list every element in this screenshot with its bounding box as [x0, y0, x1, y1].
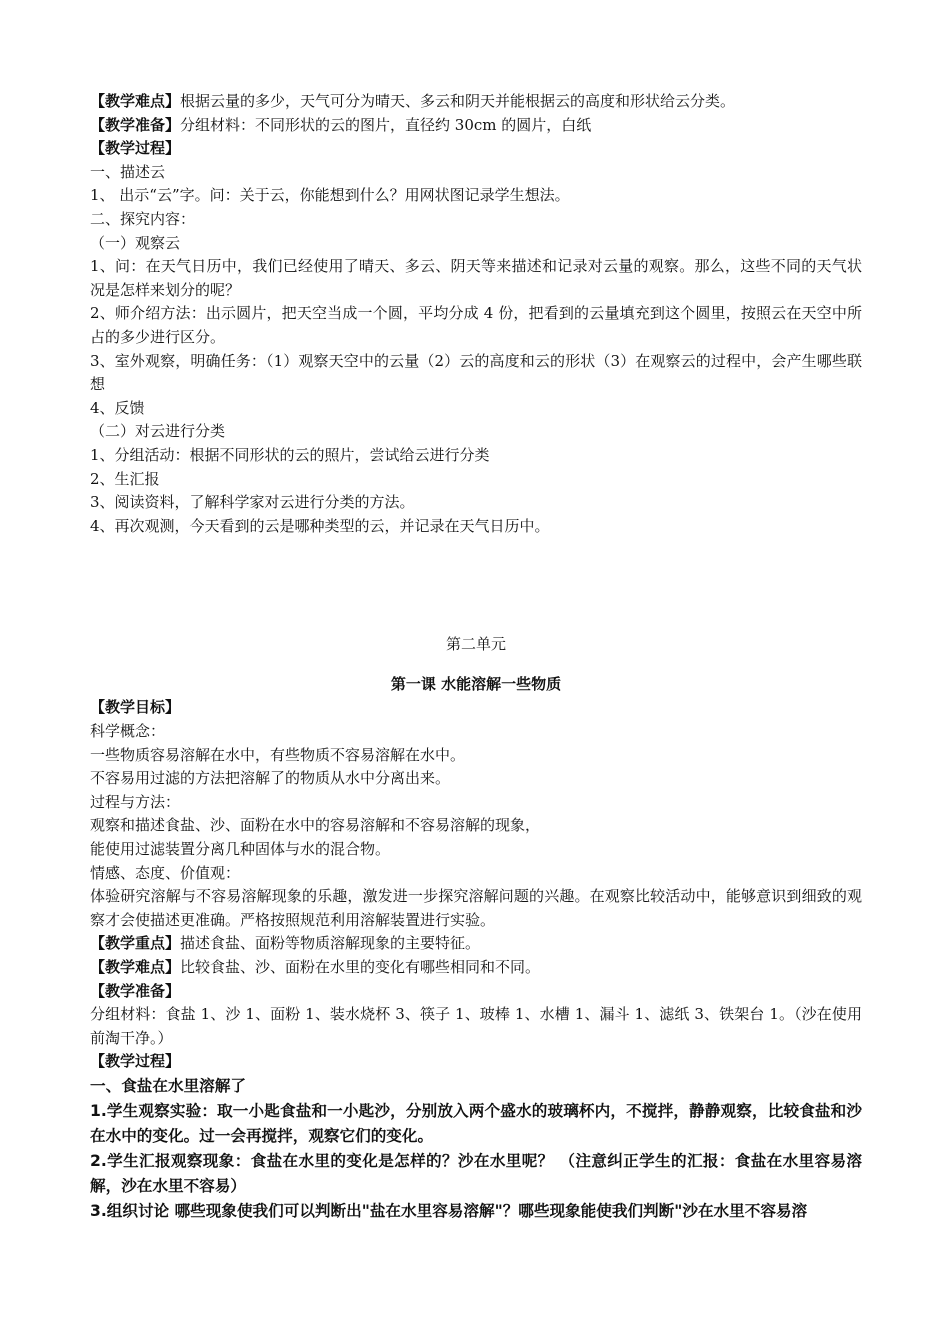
text-line: 科学概念： [90, 722, 166, 741]
process-heading: 一、食盐在水里溶解了 [90, 1076, 246, 1095]
difficulty-text: 根据云量的多少，天气可分为晴天、多云和阴天并能根据云的高度和形状给云分类。 [180, 92, 736, 110]
prep-text: 分组材料：不同形状的云的图片，直径约 30cm 的圆片，白纸 [180, 115, 592, 134]
text-line: 一些物质容易溶解在水中，有些物质不容易溶解在水中。 [90, 745, 466, 764]
text-line: 情感、态度、价值观： [90, 863, 241, 882]
subsection-heading: （一）观察云 [90, 233, 181, 252]
text-line: 能使用过滤装置分离几种固体与水的混合物。 [90, 840, 391, 859]
difficulty-line [90, 90, 862, 114]
key-point-label: 【教学重点】 [90, 934, 181, 953]
paragraph: 2.学生汇报观察现象：食盐在水里的变化是怎样的？沙在水里呢？ （注意纠正学生的汇报：食盐在水里容易溶解，沙在水里不容易） [90, 1151, 862, 1195]
text-line: 1、 出示“云”字。问：关于云，你能想到什么？用网状图记录学生想法。 [90, 186, 570, 205]
text-line: 过程与方法： [90, 792, 181, 811]
difficulty-line [90, 956, 862, 980]
lesson-title: 第一课 水能溶解一些物质 [390, 674, 562, 693]
document-page [90, 90, 862, 1224]
text-line: 2、生汇报 [90, 469, 160, 488]
paragraph: 分组材料：食盐 1、沙 1、面粉 1、装水烧杯 3、筷子 1、玻棒 1、水槽 1、漏斗 1、滤纸 3、铁架台 1。（沙在使用前淘干净。） [90, 1005, 862, 1047]
unit-title: 第二单元 [445, 635, 506, 654]
key-point-text: 描述食盐、面粉等物质溶解现象的主要特征。 [180, 934, 481, 953]
text-line: 4、再次观测，今天看到的云是哪种类型的云，并记录在天气日历中。 [90, 516, 550, 535]
subsection-heading: （二）对云进行分类 [90, 422, 226, 441]
paragraph: 3、室外观察，明确任务：（1）观察天空中的云量（2）云的高度和云的形状（3）在观察云的过程中，会产生哪些联想 [90, 351, 862, 394]
key-point-line [90, 932, 862, 956]
difficulty-text: 比较食盐、沙、面粉在水里的变化有哪些相同和不同。 [180, 958, 541, 976]
text-line: 观察和描述食盐、沙、面粉在水中的容易溶解和不容易溶解的现象， [90, 816, 541, 835]
text-line: 3、阅读资料，了解科学家对云进行分类的方法。 [90, 493, 415, 512]
process-label: 【教学过程】 [90, 1052, 181, 1071]
difficulty-label: 【教学难点】 [90, 958, 181, 976]
paragraph: 1、问：在天气日历中，我们已经使用了晴天、多云、阴天等来描述和记录对云量的观察。那么，这些不同的天气状况是怎样来划分的呢？ [90, 257, 862, 299]
prep-line [90, 114, 862, 138]
text-line: 1、分组活动：根据不同形状的云的照片，尝试给云进行分类 [90, 445, 490, 464]
section-heading: 一、描述云 [90, 162, 166, 181]
paragraph: 2、师介绍方法：出示圆片，把天空当成一个圆，平均分成 4 份，把看到的云量填充到这个圆里，按照云在天空中所占的多少进行区分。 [90, 304, 862, 346]
prep-label: 【教学准备】 [90, 115, 181, 134]
difficulty-label: 【教学难点】 [90, 92, 181, 110]
text-line: 4、反馈 [90, 398, 145, 417]
process-label: 【教学过程】 [90, 139, 181, 158]
text-line: 不容易用过滤的方法把溶解了的物质从水中分离出来。 [90, 769, 451, 788]
goal-label: 【教学目标】 [90, 698, 181, 717]
paragraph: 体验研究溶解与不容易溶解现象的乐趣，激发进一步探究溶解问题的兴趣。在观察比较活动中，能够意识到细致的观察才会使描述更准确。严格按照规范利用溶解装置进行实验。 [90, 887, 862, 929]
paragraph: 1.学生观察实验：取一小匙食盐和一小匙沙，分别放入两个盛水的玻璃杯内，不搅拌，静静观察，比较食盐和沙在水中的变化。过一会再搅拌，观察它们的变化。 [90, 1101, 862, 1145]
prep-label: 【教学准备】 [90, 981, 181, 1000]
section-heading: 二、探究内容： [90, 209, 196, 228]
paragraph: 3.组织讨论 哪些现象使我们可以判断出"盐在水里容易溶解"？哪些现象能使我们判断"沙在水里不容易溶 [90, 1201, 808, 1220]
